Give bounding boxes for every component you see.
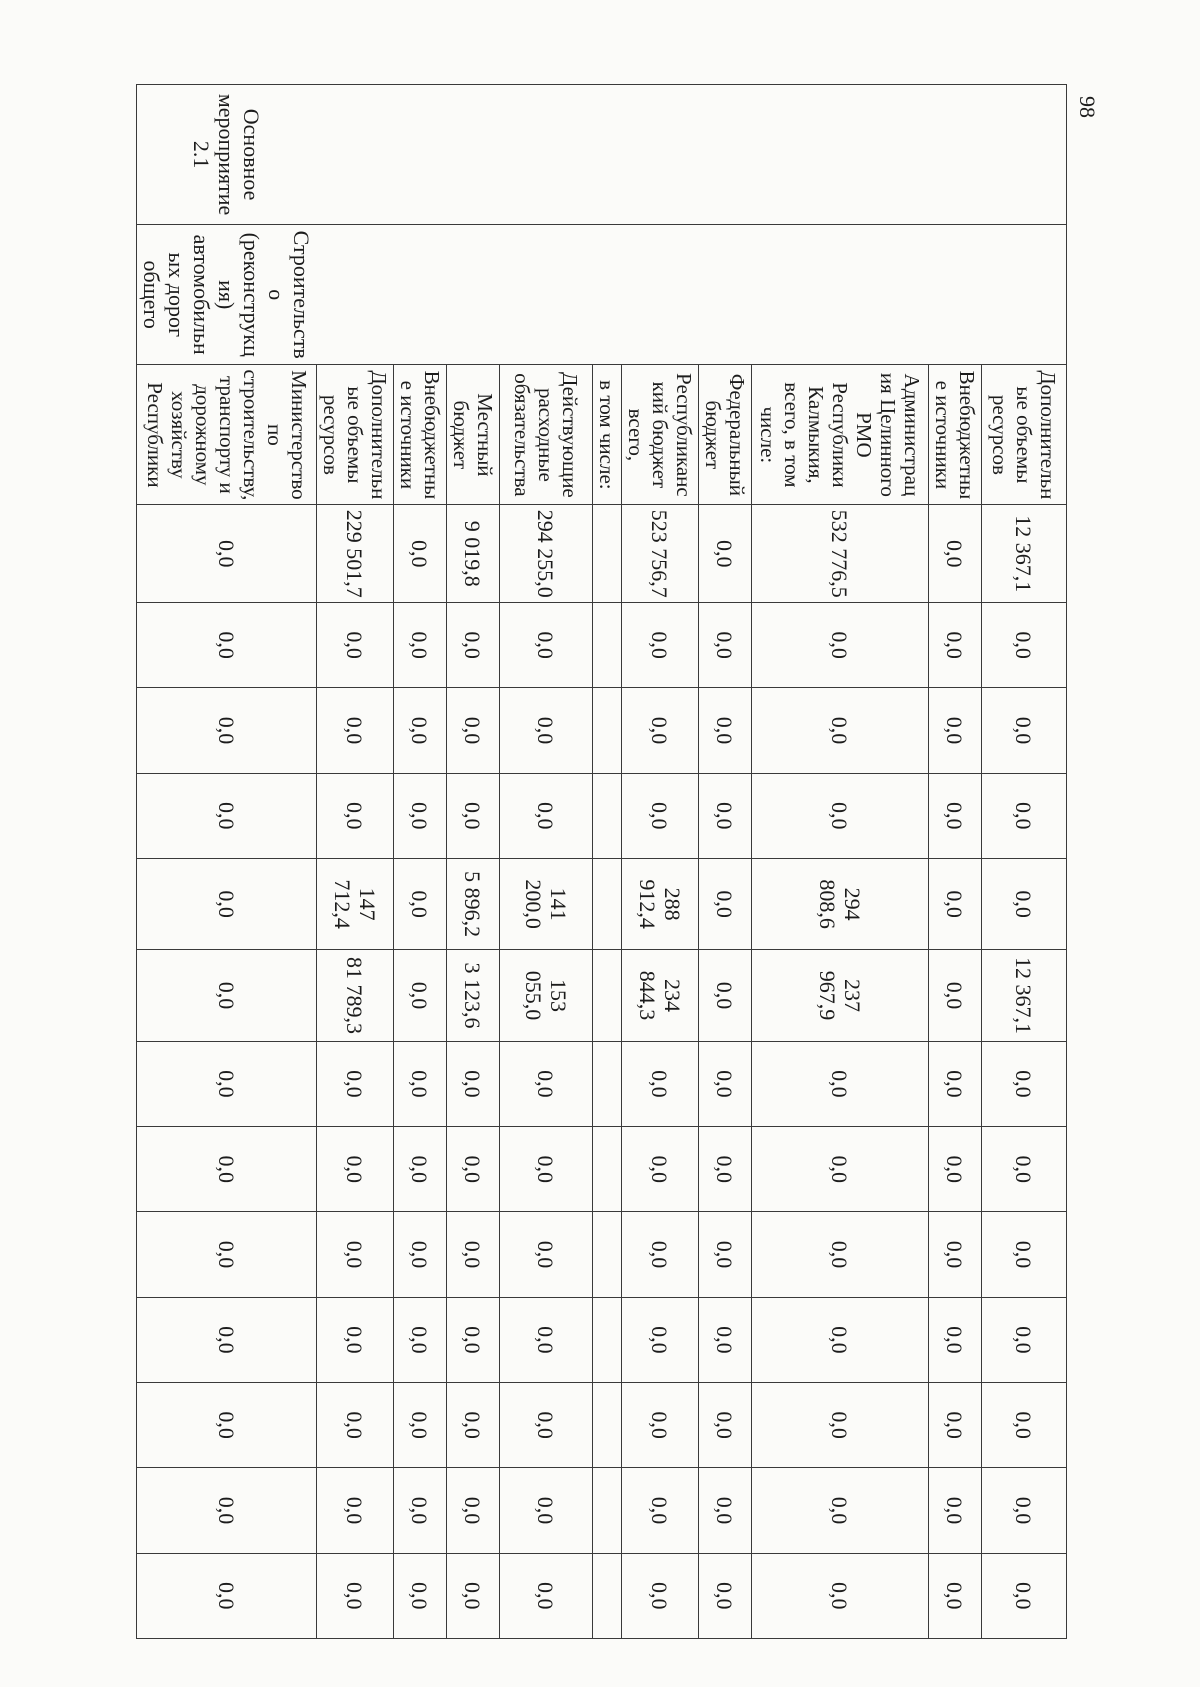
value-cell: 0,0: [622, 1212, 699, 1297]
value-cell: 0,0: [394, 1041, 447, 1126]
value-cell: 0,0: [137, 1127, 317, 1212]
value-cell: 0,0: [500, 1468, 593, 1553]
value-cell: 0,0: [500, 1212, 593, 1297]
value-cell: 0,0: [137, 688, 317, 773]
value-cell: 0,0: [622, 688, 699, 773]
value-cell: 0,0: [500, 1041, 593, 1126]
value-cell: 0,0: [982, 602, 1067, 687]
value-cell: 0,0: [137, 1212, 317, 1297]
value-cell: 0,0: [622, 1468, 699, 1553]
value-cell: 229 501,7: [317, 505, 394, 603]
value-cell: 9 019,8: [447, 505, 500, 603]
value-cell: 0,0: [699, 1553, 752, 1638]
funding-source-cell: Дополнительные объемы ресурсов: [317, 365, 394, 505]
value-cell: 0,0: [982, 688, 1067, 773]
funding-source-cell: Республиканский бюджет всего,: [622, 365, 699, 505]
value-cell: 0,0: [699, 773, 752, 858]
value-cell: 0,0: [982, 1468, 1067, 1553]
value-cell: 0,0: [394, 1297, 447, 1382]
value-cell: 0,0: [394, 505, 447, 603]
value-cell: 0,0: [982, 858, 1067, 949]
value-cell: 523 756,7: [622, 505, 699, 603]
value-cell: 0,0: [929, 602, 982, 687]
value-cell: 0,0: [137, 773, 317, 858]
value-cell: 234 844,3: [622, 950, 699, 1041]
value-cell: 0,0: [447, 1382, 500, 1467]
value-cell: 0,0: [137, 602, 317, 687]
value-cell: 0,0: [137, 1041, 317, 1126]
value-cell: 0,0: [317, 1041, 394, 1126]
value-cell: 0,0: [929, 950, 982, 1041]
value-cell: 0,0: [752, 602, 929, 687]
value-cell: 0,0: [394, 1468, 447, 1553]
value-cell: 0,0: [500, 1382, 593, 1467]
value-cell: 0,0: [622, 1297, 699, 1382]
value-cell: 0,0: [317, 1468, 394, 1553]
value-cell: 0,0: [447, 602, 500, 687]
value-cell: 12 367,1: [982, 950, 1067, 1041]
value-cell: 0,0: [752, 1468, 929, 1553]
value-cell: 153 055,0: [500, 950, 593, 1041]
value-cell: 0,0: [982, 1382, 1067, 1467]
value-cell: 0,0: [752, 1382, 929, 1467]
value-cell: 0,0: [699, 602, 752, 687]
value-cell: 12 367,1: [982, 505, 1067, 603]
activity-name-cell: Строительство (реконструкция) автомобильных дорог общего: [137, 225, 317, 365]
value-cell: 0,0: [699, 1127, 752, 1212]
activity-code-cell: Основное мероприятие 2.1: [137, 85, 317, 225]
value-cell: 0,0: [447, 1041, 500, 1126]
table-row: [137, 85, 317, 1639]
value-cell: 0,0: [622, 1127, 699, 1212]
value-cell: 0,0: [929, 773, 982, 858]
funding-source-cell: Дополнительные объемы ресурсов: [982, 365, 1067, 505]
value-cell: [593, 1382, 622, 1467]
value-cell: 288 912,4: [622, 858, 699, 949]
value-cell: 0,0: [929, 1468, 982, 1553]
value-cell: 0,0: [500, 1127, 593, 1212]
value-cell: 0,0: [394, 602, 447, 687]
value-cell: 0,0: [752, 1127, 929, 1212]
value-cell: 0,0: [699, 1212, 752, 1297]
value-cell: 0,0: [500, 773, 593, 858]
value-cell: 0,0: [752, 1212, 929, 1297]
value-cell: 0,0: [394, 1212, 447, 1297]
value-cell: 0,0: [317, 1127, 394, 1212]
value-cell: 0,0: [137, 1382, 317, 1467]
value-cell: 0,0: [317, 1382, 394, 1467]
value-cell: 0,0: [137, 1297, 317, 1382]
value-cell: 0,0: [447, 773, 500, 858]
value-cell: 0,0: [137, 505, 317, 603]
value-cell: 0,0: [394, 858, 447, 949]
value-cell: 0,0: [394, 688, 447, 773]
value-cell: 0,0: [752, 688, 929, 773]
value-cell: 0,0: [317, 773, 394, 858]
value-cell: 0,0: [500, 602, 593, 687]
value-cell: 0,0: [982, 1127, 1067, 1212]
value-cell: [593, 1212, 622, 1297]
value-cell: [593, 1553, 622, 1638]
value-cell: 0,0: [394, 1127, 447, 1212]
value-cell: 0,0: [982, 773, 1067, 858]
value-cell: 0,0: [982, 1553, 1067, 1638]
value-cell: 0,0: [500, 1553, 593, 1638]
value-cell: 0,0: [447, 1212, 500, 1297]
value-cell: [593, 505, 622, 603]
value-cell: [593, 688, 622, 773]
value-cell: 0,0: [699, 858, 752, 949]
value-cell: 0,0: [500, 1297, 593, 1382]
value-cell: 0,0: [752, 1553, 929, 1638]
value-cell: 0,0: [622, 1041, 699, 1126]
value-cell: 141 200,0: [500, 858, 593, 949]
page-number: 98: [1075, 96, 1100, 118]
value-cell: 0,0: [699, 1382, 752, 1467]
value-cell: 0,0: [394, 950, 447, 1041]
value-cell: 0,0: [394, 1382, 447, 1467]
rotated-table-wrapper: [139, 84, 1067, 1639]
value-cell: 0,0: [699, 505, 752, 603]
value-cell: 0,0: [699, 950, 752, 1041]
value-cell: 0,0: [317, 1553, 394, 1638]
value-cell: 0,0: [394, 773, 447, 858]
value-cell: 0,0: [317, 1212, 394, 1297]
value-cell: 0,0: [137, 858, 317, 949]
funding-source-cell: Внебюджетные источники: [929, 365, 982, 505]
value-cell: [593, 1041, 622, 1126]
value-cell: 5 896,2: [447, 858, 500, 949]
value-cell: 0,0: [447, 1553, 500, 1638]
value-cell: 0,0: [447, 1468, 500, 1553]
value-cell: 0,0: [929, 1382, 982, 1467]
value-cell: 237 967,9: [752, 950, 929, 1041]
value-cell: 0,0: [622, 1553, 699, 1638]
value-cell: 0,0: [929, 1553, 982, 1638]
value-cell: [593, 602, 622, 687]
activity-name-continuation-cell: [317, 225, 1067, 365]
value-cell: 0,0: [982, 1041, 1067, 1126]
funding-table: [137, 84, 1068, 1639]
value-cell: [593, 1127, 622, 1212]
funding-source-cell: Администрация Целинного РМО Республики Калмыкия, всего, в том числе:: [752, 365, 929, 505]
value-cell: 0,0: [447, 1127, 500, 1212]
value-cell: 0,0: [982, 1212, 1067, 1297]
funding-source-cell: Министерство по строительству, транспорту и дорожному хозяйству Республики: [137, 365, 317, 505]
value-cell: [593, 950, 622, 1041]
activity-code-continuation-cell: [317, 85, 1067, 225]
funding-source-cell: в том числе:: [593, 365, 622, 505]
value-cell: 0,0: [394, 1553, 447, 1638]
value-cell: 0,0: [699, 1297, 752, 1382]
funding-source-cell: Федеральный бюджет: [699, 365, 752, 505]
value-cell: 3 123,6: [447, 950, 500, 1041]
value-cell: 0,0: [752, 1041, 929, 1126]
value-cell: 0,0: [982, 1297, 1067, 1382]
value-cell: 0,0: [699, 1041, 752, 1126]
funding-source-cell: Действующие расходные обязательства: [500, 365, 593, 505]
value-cell: [593, 1297, 622, 1382]
value-cell: 0,0: [447, 1297, 500, 1382]
value-cell: 0,0: [137, 950, 317, 1041]
value-cell: 0,0: [500, 688, 593, 773]
value-cell: 81 789,3: [317, 950, 394, 1041]
value-cell: 0,0: [752, 773, 929, 858]
value-cell: 0,0: [929, 505, 982, 603]
value-cell: 0,0: [317, 1297, 394, 1382]
value-cell: 0,0: [752, 1297, 929, 1382]
value-cell: 532 776,5: [752, 505, 929, 603]
value-cell: 0,0: [447, 688, 500, 773]
value-cell: 147 712,4: [317, 858, 394, 949]
value-cell: 0,0: [929, 1127, 982, 1212]
value-cell: 0,0: [317, 602, 394, 687]
value-cell: 0,0: [929, 688, 982, 773]
funding-source-cell: Внебюджетные источники: [394, 365, 447, 505]
value-cell: [593, 773, 622, 858]
value-cell: 0,0: [929, 1297, 982, 1382]
funding-source-cell: Местный бюджет: [447, 365, 500, 505]
value-cell: 294 255,0: [500, 505, 593, 603]
value-cell: 0,0: [699, 1468, 752, 1553]
value-cell: 0,0: [137, 1468, 317, 1553]
value-cell: 0,0: [622, 602, 699, 687]
value-cell: 0,0: [929, 1041, 982, 1126]
value-cell: 0,0: [699, 688, 752, 773]
value-cell: [593, 858, 622, 949]
value-cell: 0,0: [622, 1382, 699, 1467]
value-cell: 0,0: [137, 1553, 317, 1638]
table-row: [982, 85, 1067, 1639]
value-cell: 0,0: [929, 858, 982, 949]
value-cell: 0,0: [622, 773, 699, 858]
value-cell: 294 808,6: [752, 858, 929, 949]
value-cell: 0,0: [317, 688, 394, 773]
value-cell: [593, 1468, 622, 1553]
value-cell: 0,0: [929, 1212, 982, 1297]
